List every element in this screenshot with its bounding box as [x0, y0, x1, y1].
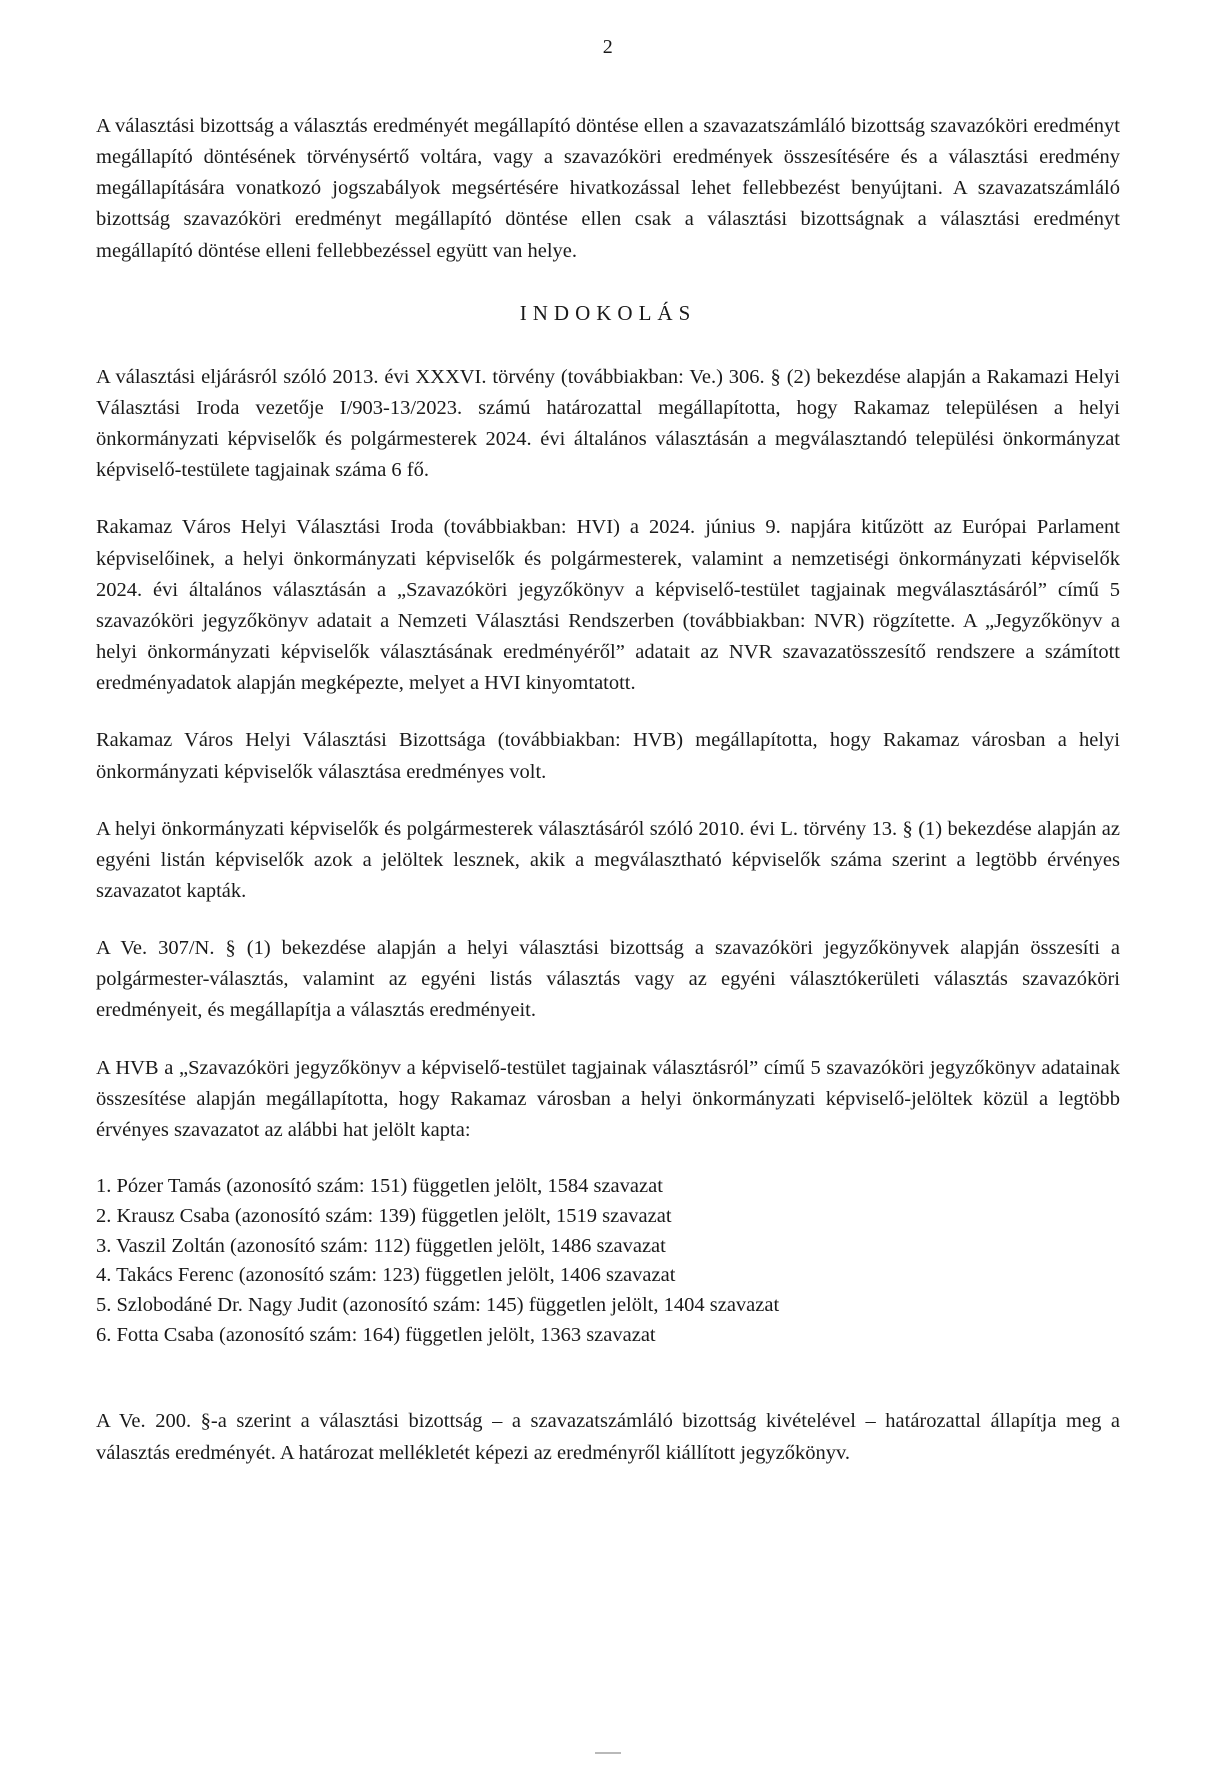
list-item: 1. Pózer Tamás (azonosító szám: 151) független jelölt, 1584 szavazat	[96, 1175, 663, 1198]
paragraph-legal-basis: A választási eljárásról szóló 2013. évi XXXVI. törvény (továbbiakban: Ve.) 306. § (2) bekezdése alapján a Rakamazi Helyi Választási Iroda vezetője I/903-13/2023. számú határozattal megállapította, hogy Rakamaz településen a helyi önkormányzati képviselők és polgármesterek 2024. évi általános választásán a megválasztandó települési önkormányzat képviselő-testülete tagjainak száma 6 fő.	[96, 365, 1120, 482]
list-item: 6. Fotta Csaba (azonosító szám: 164) független jelölt, 1363 szavazat	[96, 1323, 656, 1346]
list-item: 5. Szlobodáné Dr. Nagy Judit (azonosító szám: 145) független jelölt, 1404 szavazat	[96, 1293, 780, 1316]
page-footer-mark	[595, 1752, 621, 1754]
paragraph-hvb-result: Rakamaz Város Helyi Választási Bizottsága (továbbiakban: HVB) megállapította, hogy Rakamaz városban a helyi önkormányzati képviselők választása eredményes volt.	[96, 729, 1120, 783]
paragraph-spacer	[96, 1376, 1120, 1406]
page-number: 2	[602, 36, 614, 58]
candidate-results-list	[96, 1172, 1120, 1350]
section-heading-indokolas: INDOKOLÁS	[519, 300, 697, 325]
paragraph-hvb-summary: A HVB a „Szavazóköri jegyzőkönyv a képviselő-testület tagjainak választásról” című 5 szavazóköri jegyzőkönyv adatainak összesítése alapján megállapította, hogy Rakamaz városban a helyi önkormányzati képviselő-jelöltek közül a legtöbb érvényes szavazatot az alábbi hat jelölt kapta:	[96, 1056, 1120, 1141]
paragraph-intro: A választási bizottság a választás eredményét megállapító döntése ellen a szavazatszámláló bizottság szavazóköri eredményt megállapító döntésének törvénysértő voltára, vagy a szavazóköri eredmények összesítésére és a választási eredmény megállapítására vonatkozó jogszabályok megsértésére hivatkozással lehet fellebbezést benyújtani. A szavazatszámláló bizottság szavazóköri eredményt megállapító döntése ellen csak a választási bizottságnak a választási eredményt megállapító döntése elleni fellebbezéssel együtt van helye.	[96, 115, 1120, 262]
paragraph-hvi-record: Rakamaz Város Helyi Választási Iroda (továbbiakban: HVI) a 2024. június 9. napjára kitűzött az Európai Parlament képviselőinek, a helyi önkormányzati képviselők és polgármesterek, valamint a nemzetiségi önkormányzati képviselők 2024. évi általános választásán a „Szavazóköri jegyzőkönyv a képviselő-testület tagjainak megválasztásáról” című 5 szavazóköri jegyzőkönyv adatait a Nemzeti Választási Rendszerben (továbbiakban: NVR) rögzítette. A „Jegyzőkönyv a helyi önkormányzati képviselők választásának eredményéről” adatait az NVR szavazatösszesítő rendszere a számított eredményadatok alapján megképezte, melyet a HVI kinyomtatott.	[96, 516, 1120, 695]
list-item: 3. Vaszil Zoltán (azonosító szám: 112) független jelölt, 1486 szavazat	[96, 1234, 666, 1257]
list-item: 2. Krausz Csaba (azonosító szám: 139) független jelölt, 1519 szavazat	[96, 1204, 672, 1227]
paragraph-act-l-2010: A helyi önkormányzati képviselők és polgármesterek választásáról szóló 2010. évi L. törvény 13. § (1) bekezdése alapján az egyéni listán képviselők azok a jelöltek lesznek, akik a megválasztható képviselők száma szerint a legtöbb érvényes szavazatot kapták.	[96, 817, 1120, 902]
paragraph-ve-307n: A Ve. 307/N. § (1) bekezdése alapján a helyi választási bizottság a szavazóköri jegyzőkönyvek alapján összesíti a polgármester-választás, valamint az egyéni listás választás vagy az egyéni választókerületi választás szavazóköri eredményeit, és megállapítja a választás eredményeit.	[96, 937, 1120, 1022]
list-item: 4. Takács Ferenc (azonosító szám: 123) független jelölt, 1406 szavazat	[96, 1264, 676, 1287]
paragraph-ve-200: A Ve. 200. §-a szerint a választási bizottság – a szavazatszámláló bizottság kivételével – határozattal állapítja meg a választás eredményét. A határozat mellékletét képezi az eredményről kiállított jegyzőkönyv.	[96, 1410, 1120, 1464]
